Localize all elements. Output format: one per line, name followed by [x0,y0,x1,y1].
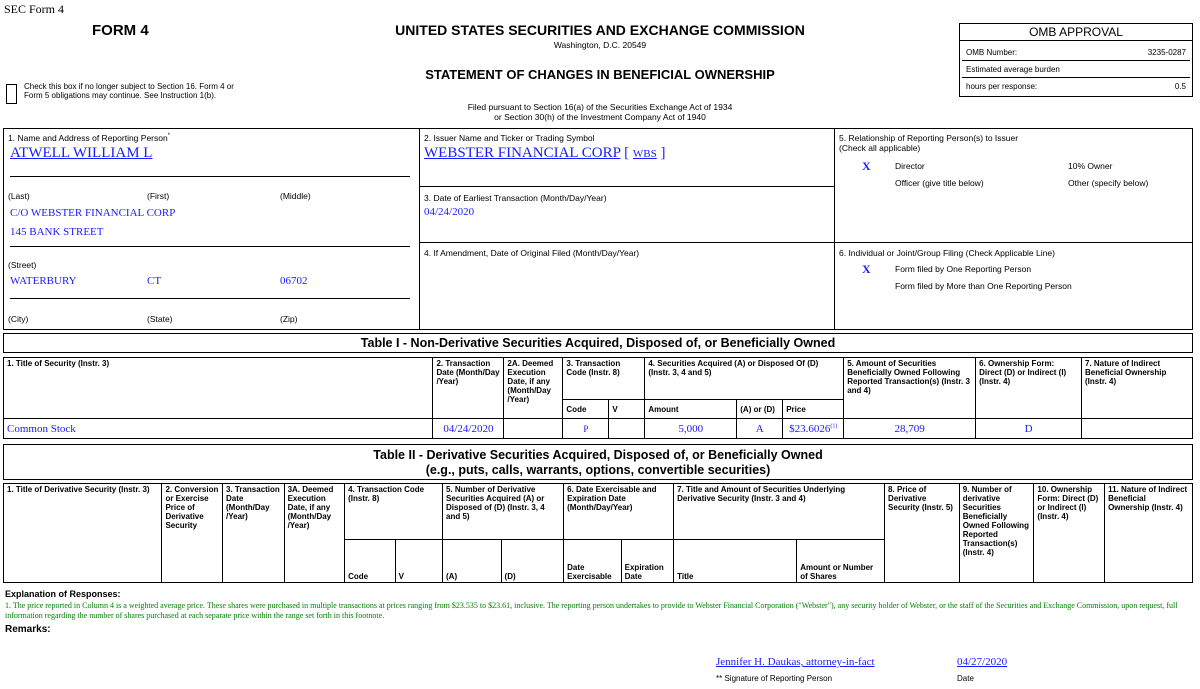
address-line-2: 145 BANK STREET [10,226,104,238]
t2-title-subheader: Title [674,540,797,583]
t1-col2-header: 2. Transaction Date (Month/Day /Year) [433,358,504,419]
t1-security-title: Common Stock [4,419,433,439]
filed-line-2: or Section 30(h) of the Investment Company Act of 1940 [494,112,706,122]
omb-title: OMB APPROVAL [960,24,1192,41]
t2-col9-header: 9. Number of derivative Securities Beneficially Owned Following Reported Transaction(s) (Instr. 4) [959,484,1034,583]
t2-col3a-header: 3A. Deemed Execution Date, if any (Month/Day /Year) [284,484,345,583]
t2-amount-subheader: Amount or Number of Shares [797,540,885,583]
t1-deemed-date [504,419,563,439]
t1-v [609,419,645,439]
table-row [4,419,1193,439]
signature-date[interactable]: 04/27/2020 [957,656,1008,668]
zip-label: (Zip) [280,314,298,324]
table1-title: Table I - Non-Derivative Securities Acquired, Disposed of, or Beneficially Owned [3,333,1193,353]
box6-label: 6. Individual or Joint/Group Filing (Check Applicable Line) [839,248,1055,258]
table2 [3,483,1193,583]
state-label: (State) [147,314,173,324]
omb-hours-label: hours per response: [966,82,1038,91]
t1-aord-subheader: (A) or (D) [737,400,783,419]
t2-expiration-subheader: Expiration Date [621,540,673,583]
t2-exercisable-subheader: Date Exercisable [564,540,622,583]
omb-hours-value: 0.5 [1174,82,1186,91]
issuer-line [424,145,666,162]
t1-col4-header: 4. Securities Acquired (A) or Disposed Of (D) (Instr. 3, 4 and 5) [645,358,844,400]
officer-label: Officer (give title below) [895,178,984,188]
one-person-check: X [862,262,871,276]
t1-price: $23.6026$^{(1)}$ [783,419,844,439]
t2-col10-header: 10. Ownership Form: Direct (D) or Indirect (I) (Instr. 4) [1034,484,1105,583]
t2-col4-header: 4. Transaction Code (Instr. 8) [345,484,443,540]
state-value: CT [147,275,162,287]
last-label: (Last) [8,191,30,201]
t2-col6-header: 6. Date Exercisable and Expiration Date (Month/Day/Year) [564,484,674,540]
form-title: FORM 4 [92,22,149,39]
ticker-open: [ [624,145,630,161]
director-check: X [862,159,871,173]
t2-col11-header: 11. Nature of Indirect Beneficial Ownership (Instr. 4) [1105,484,1193,583]
middle-label: (Middle) [280,191,311,201]
earliest-transaction-date: 04/24/2020 [424,206,475,218]
table2-title: Table II - Derivative Securities Acquired, Disposed of, or Beneficially Owned [373,448,823,462]
remarks-label: Remarks: [5,624,51,635]
signature-link[interactable]: Jennifer H. Daukas, attorney-in-fact [716,656,875,668]
t1-aord: A [737,419,783,439]
footnote-1: 1. The price reported in Column 4 is a weighted average price. These shares were purchased in multiple transactions at prices ranging from $23.535 to $23.61, inclusive. The reporting person undertakes to provide to Webster Financial Corporation ("Webster"), any security holder of Webster, or the staff of the Securities and Exchange Commission, upon request, full information regarding the number of shares purchased at each separate price within the range set forth in this footnote. [5,601,1178,620]
t1-code: P [563,419,609,439]
city-value: WATERBURY [10,275,77,287]
t2-d-subheader: (D) [501,540,564,583]
one-person-label: Form filed by One Reporting Person [895,264,1032,274]
t1-nature [1082,419,1193,439]
ticker-close: ] [660,145,666,161]
ticker-link[interactable]: WBS [632,148,657,160]
omb-number-value: 3235-0287 [1147,48,1186,57]
t2-v-subheader: V [395,540,442,583]
street-label: (Street) [8,260,37,270]
zip-value: 06702 [280,275,308,287]
t1-transaction-date: 04/24/2020 [433,419,504,439]
t1-amount-subheader: Amount [645,400,737,419]
issuer-name-link[interactable]: WEBSTER FINANCIAL CORP [424,145,621,161]
ten-pct-owner-label: 10% Owner [1068,161,1113,171]
t2-col5-header: 5. Number of Derivative Securities Acquired (A) or Disposed of (D) (Instr. 3, 4 and 5) [443,484,564,540]
t1-owned: 28,709 [844,419,976,439]
omb-approval-box [959,23,1193,97]
t2-a-subheader: (A) [443,540,502,583]
t1-form: D [976,419,1082,439]
section16-checkbox[interactable] [6,84,17,104]
agency-name: UNITED STATES SECURITIES AND EXCHANGE COMMISSION [395,22,805,38]
t2-col8-header: 8. Price of Derivative Security (Instr. 5) [885,484,960,583]
t1-col7-header: 7. Nature of Indirect Beneficial Ownership (Instr. 4) [1082,358,1193,419]
table2-title-box [3,444,1193,480]
explanation-label: Explanation of Responses: [5,589,121,599]
box3-label: 3. Date of Earliest Transaction (Month/Day/Year) [424,193,607,203]
checkbox-text: Check this box if no longer subject to Section 16. Form 4 or Form 5 obligations may continue. See Instruction 1(b). [24,82,234,100]
t1-col5-header: 5. Amount of Securities Beneficially Owned Following Reported Transaction(s) (Instr. 3 and 4) [844,358,976,419]
omb-burden-label: Estimated average burden [966,65,1060,74]
t2-col7-header: 7. Title and Amount of Securities Underlying Derivative Security (Instr. 3 and 4) [674,484,885,540]
t1-col6-header: 6. Ownership Form: Direct (D) or Indirect (I) (Instr. 4) [976,358,1082,419]
t1-col3-header: 3. Transaction Code (Instr. 8) [563,358,645,400]
sec-form-label: SEC Form 4 [4,2,65,16]
signature-label: ** Signature of Reporting Person [716,674,833,683]
box4-label: 4. If Amendment, Date of Original Filed (Month/Day/Year) [424,248,640,258]
t1-price-subheader: Price [783,400,844,419]
omb-number-label: OMB Number: [966,48,1018,57]
t1-v-subheader: V [609,400,645,419]
address-line-1: C/O WEBSTER FINANCIAL CORP [10,207,176,219]
t2-col3-header: 3. Transaction Date (Month/Day /Year) [223,484,285,583]
city-label: (City) [8,314,29,324]
t2-code-subheader: Code [345,540,395,583]
t1-code-subheader: Code [563,400,609,419]
t1-col2a-header: 2A. Deemed Execution Date, if any (Month/Day /Year) [504,358,563,419]
box5-label: 5. Relationship of Reporting Person(s) to Issuer [839,133,1019,143]
box1-label: 1. Name and Address of Reporting Person* [8,133,171,143]
t1-amount: 5,000 [645,419,737,439]
t1-col1-header: 1. Title of Security (Instr. 3) [4,358,433,419]
box2-label: 2. Issuer Name and Ticker or Trading Symbol [424,133,595,143]
t2-col1-header: 1. Title of Derivative Security (Instr. 3) [4,484,162,583]
table2-subtitle: (e.g., puts, calls, warrants, options, convertible securities) [425,463,771,477]
other-label: Other (specify below) [1068,178,1149,188]
filed-line-1: Filed pursuant to Section 16(a) of the Securities Exchange Act of 1934 [467,102,733,112]
date-label: Date [957,674,974,683]
director-label: Director [895,161,925,171]
agency-city: Washington, D.C. 20549 [553,40,647,50]
first-label: (First) [147,191,170,201]
statement-title: STATEMENT OF CHANGES IN BENEFICIAL OWNERSHIP [425,67,775,82]
t2-col2-header: 2. Conversion or Exercise Price of Derivative Security [162,484,223,583]
box5-sublabel: (Check all applicable) [839,143,921,153]
reporting-person-name[interactable]: ATWELL WILLIAM L [10,145,153,161]
more-persons-label: Form filed by More than One Reporting Person [895,281,1072,291]
table1 [3,357,1193,439]
